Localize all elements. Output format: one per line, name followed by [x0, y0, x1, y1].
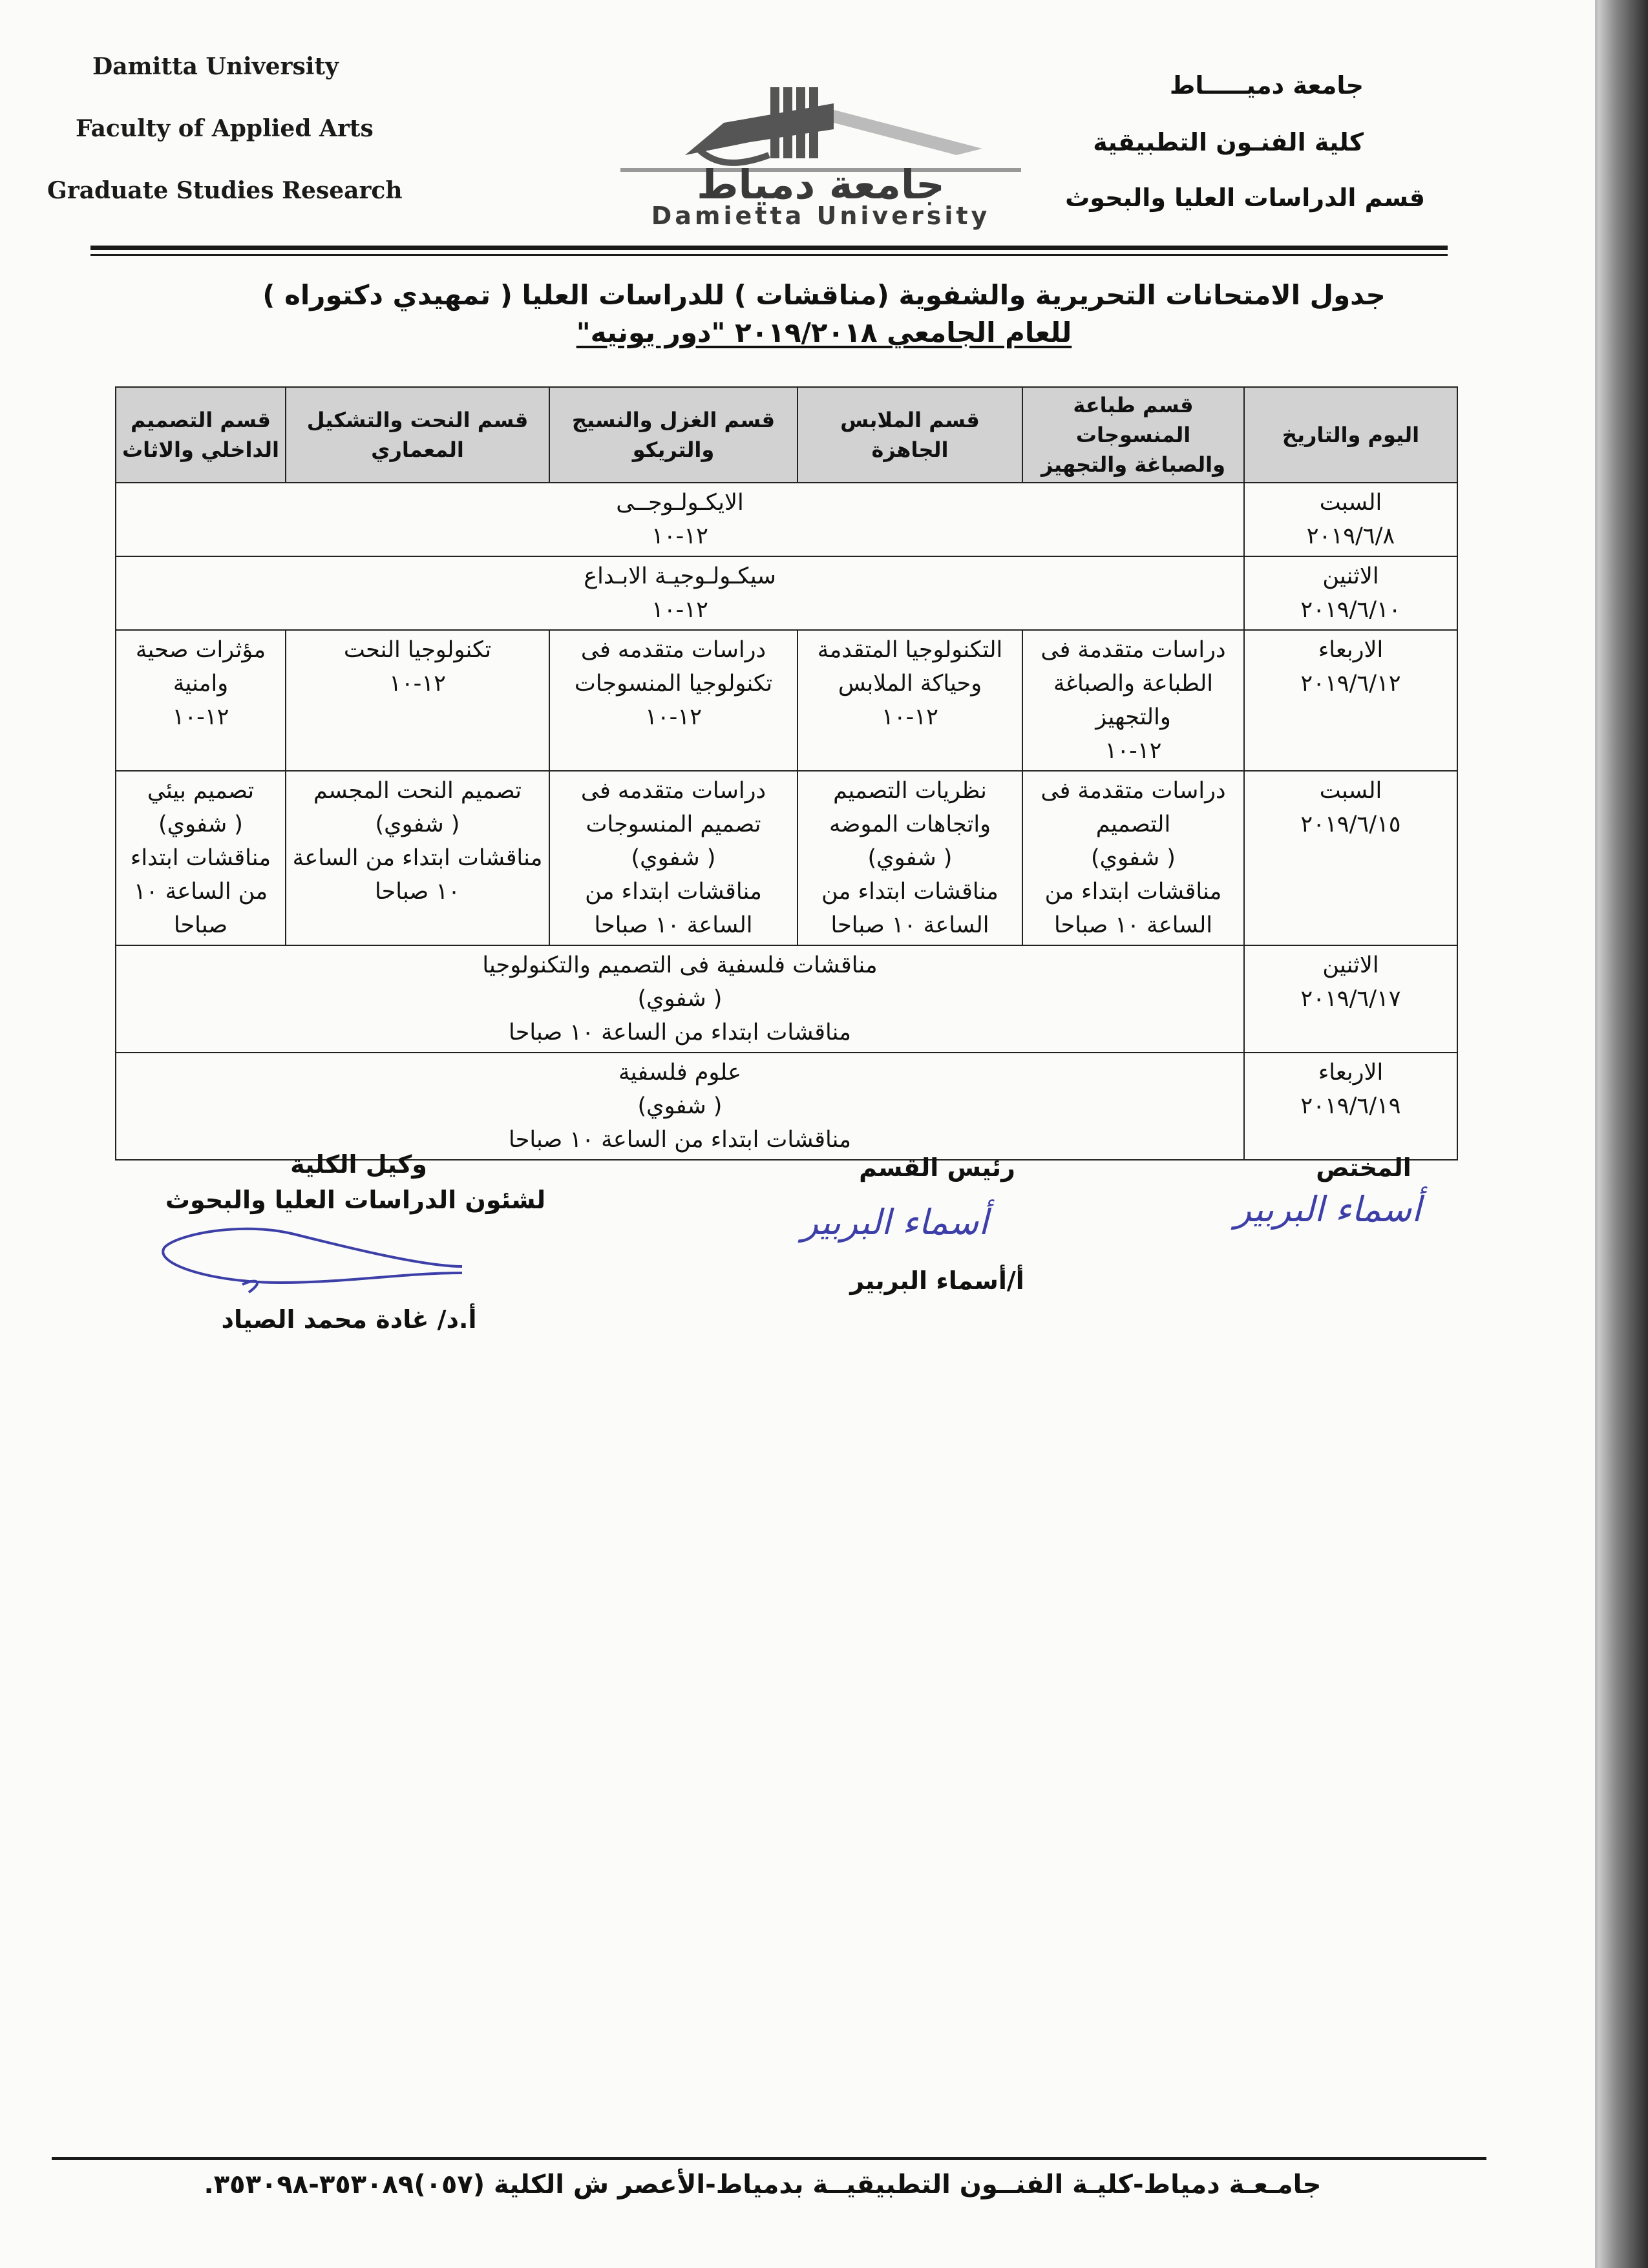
- officer-handwritten-signature: أسماء البربير: [1234, 1189, 1422, 1230]
- schedule-title: جدول الامتحانات التحريرية والشفوية (مناقشات ) للدراسات العليا ( تمهيدي دكتوراه ): [262, 279, 1386, 311]
- scan-edge-shadow: [1598, 0, 1648, 2268]
- vice-dean-name: أ.د/ غادة محمد الصياد: [221, 1305, 477, 1334]
- exam-cell: مؤثرات صحية وامنية ١٢-١٠: [116, 630, 286, 771]
- footer-rule: [52, 2157, 1486, 2160]
- header-en-department: Graduate Studies Research: [47, 177, 403, 204]
- day-cell: الاثنين ٢٠١٩/٦/١٧: [1244, 945, 1457, 1053]
- exam-cell: دراسات متقدمة فى التصميم ( شفوي) مناقشات ابتداء من الساعة ١٠ صباحا: [1022, 771, 1244, 945]
- logo-arabic-wordmark: جامعة دمياط: [697, 161, 945, 208]
- header-dept-sculpture: قسم النحت والتشكيل المعماري: [286, 387, 549, 483]
- exam-cell: دراسات متقدمه فى تكنولوجيا المنسوجات ١٢-١٠: [549, 630, 798, 771]
- header-rule-thin: [90, 254, 1448, 256]
- header-en-faculty: Faculty of Applied Arts: [76, 115, 374, 142]
- officer-title: المختص: [1316, 1153, 1411, 1182]
- exam-cell: تصميم النحت المجسم ( شفوي) مناقشات ابتداء من الساعة ١٠ صباحا: [286, 771, 549, 945]
- header-dept-interior-design: قسم التصميم الداخلي والاثاث: [116, 387, 286, 483]
- header-ar-university: جامعة دميـــــاط: [1169, 71, 1364, 100]
- header-dept-spinning-weaving: قسم الغزل والنسيج والتريكو: [549, 387, 798, 483]
- exam-cell: دراسات متقدمة فى الطباعة والصباغة والتجهيز ١٢-١٠: [1022, 630, 1244, 771]
- header-dept-apparel: قسم الملابس الجاهزة: [798, 387, 1022, 483]
- logo-english-wordmark: Damietta University: [651, 202, 991, 230]
- table-row: [116, 483, 1457, 556]
- shared-exam-cell: الايكـولـوجــى ١٢-١٠: [116, 483, 1244, 556]
- day-cell: السبت ٢٠١٩/٦/١٥: [1244, 771, 1457, 945]
- exam-schedule-table: [115, 386, 1458, 1160]
- header-day-date: اليوم والتاريخ: [1244, 387, 1457, 483]
- schedule-subtitle: للعام الجامعي ٢٠١٩/٢٠١٨ "دور يونيه": [576, 317, 1072, 348]
- exam-cell: دراسات متقدمه فى تصميم المنسوجات ( شفوي) مناقشات ابتداء من الساعة ١٠ صباحا: [549, 771, 798, 945]
- department-head-handwritten-signature: أسماء البربير: [801, 1202, 989, 1243]
- header-ar-department: قسم الدراسات العليا والبحوث: [1065, 184, 1425, 212]
- vice-dean-title: وكيل الكلية: [290, 1150, 427, 1179]
- table-row: [116, 1053, 1457, 1160]
- exam-cell: تصميم بيئي ( شفوي) مناقشات ابتداء من الساعة ١٠ صباحا: [116, 771, 286, 945]
- footer-address: جامـعـة دمياط-كليـة الفنــون التطبيقيــة بدمياط-الأعصر ش الكلية (٠٥٧)٣٥٣٠٨٩-٣٥٣٠٩٨.: [204, 2170, 1322, 2200]
- department-head-name: أ/أسماء البربير: [850, 1266, 1024, 1295]
- vice-dean-title-line2: لشئون الدراسات العليا والبحوث: [165, 1186, 546, 1214]
- exam-cell: التكنولوجيا المتقدمة وحياكة الملابس ١٢-١٠: [798, 630, 1022, 771]
- table-row: [116, 771, 1457, 945]
- shared-exam-cell: مناقشات فلسفية فى التصميم والتكنولوجيا ( شفوي) مناقشات ابتداء من الساعة ١٠ صباحا: [116, 945, 1244, 1053]
- table-row: [116, 945, 1457, 1053]
- table-row: [116, 630, 1457, 771]
- table-header-row: [116, 387, 1457, 483]
- exam-cell: تكنولوجيا النحت ١٢-١٠: [286, 630, 549, 771]
- day-cell: السبت ٢٠١٩/٦/٨: [1244, 483, 1457, 556]
- shared-exam-cell: علوم فلسفية ( شفوي) مناقشات ابتداء من الساعة ١٠ صباحا: [116, 1053, 1244, 1160]
- table-row: [116, 556, 1457, 630]
- header-ar-faculty: كلية الفنـون التطبيقية: [1093, 128, 1364, 156]
- header-en-university: Damitta University: [92, 53, 339, 80]
- vice-dean-signature-scribble: [152, 1208, 475, 1299]
- day-cell: الاثنين ٢٠١٩/٦/١٠: [1244, 556, 1457, 630]
- day-cell: الاربعاء ٢٠١٩/٦/١٩: [1244, 1053, 1457, 1160]
- department-head-title: رئيس القسم: [859, 1153, 1015, 1182]
- header-rule-thick: [90, 246, 1448, 250]
- exam-cell: نظريات التصميم واتجاهات الموضه ( شفوي) مناقشات ابتداء من الساعة ١٠ صباحا: [798, 771, 1022, 945]
- day-cell: الاربعاء ٢٠١٩/٦/١٢: [1244, 630, 1457, 771]
- shared-exam-cell: سيكـولـوجيـة الابـداع ١٢-١٠: [116, 556, 1244, 630]
- header-dept-textile-printing: قسم طباعة المنسوجات والصباغة والتجهيز: [1022, 387, 1244, 483]
